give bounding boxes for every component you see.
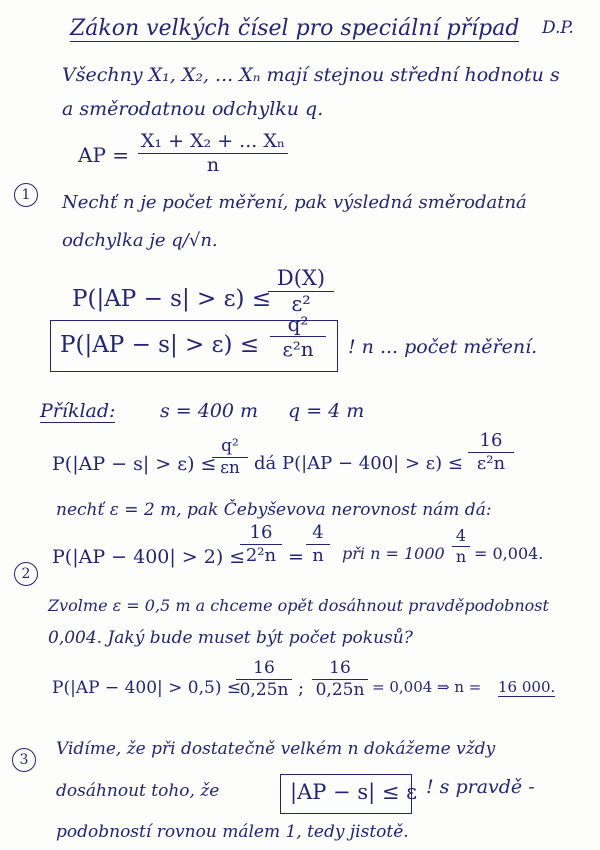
example-line-1-fraction-1 bbox=[212, 438, 248, 477]
epsilon-squared-denominator: ε² bbox=[291, 292, 311, 316]
boxed-inequality-lhs: P(|AP − s| > ε) ≤ bbox=[60, 332, 260, 358]
example-line-3-fraction-2 bbox=[306, 524, 330, 565]
example-line-1-lhs: P(|AP − s| > ε) ≤ bbox=[52, 453, 217, 475]
section-3-line-2-end: ! s pravdě - bbox=[426, 776, 535, 798]
title-tag: D.P. bbox=[542, 18, 574, 38]
example-line-3-lhs: P(|AP − 400| > 2) ≤ bbox=[52, 546, 246, 568]
example-line-3-result: = 0,004. bbox=[474, 544, 544, 563]
section-2-separator: ; bbox=[298, 678, 305, 699]
ap-denominator: n bbox=[206, 154, 220, 176]
intro-line-2: a směrodatnou odchylku q. bbox=[62, 98, 324, 120]
measurement-count-note: ! n ... počet měření. bbox=[348, 336, 538, 358]
example-line-3-fraction-3 bbox=[452, 528, 470, 565]
ap-lhs: AP = bbox=[78, 143, 130, 167]
chebyshev-inequality-lhs: P(|AP − s| > ε) ≤ bbox=[72, 286, 272, 312]
section-1-line-1: Nechť n je počet měření, pak výsledná směrodatná bbox=[62, 192, 527, 213]
section-2-line-1: Zvolme ε = 0,5 m a chceme opět dosáhnout pravděpodobnost bbox=[48, 596, 549, 615]
section-1-line-2: odchylka je q/√n. bbox=[62, 230, 218, 251]
section-2-line-2: 0,004. Jaký bude muset být počet pokusů? bbox=[48, 628, 413, 648]
example-s-value: s = 400 m bbox=[160, 400, 259, 422]
example-label: Příklad: bbox=[40, 400, 116, 422]
example-line-3-condition: při n = 1000 bbox=[342, 544, 445, 563]
section-2-marker: 2 bbox=[14, 562, 38, 586]
example-line-2: nechť ε = 2 m, pak Čebyševova nerovnost nám dá: bbox=[56, 500, 492, 520]
section-2-equation-lhs: P(|AP − 400| > 0,5) ≤ bbox=[52, 678, 242, 698]
boxed-conclusion: |AP − s| ≤ ε bbox=[290, 780, 417, 804]
section-3-line-3: podobností rovnou málem 1, tedy jistotě. bbox=[56, 822, 409, 842]
two-squared-n-denominator: 2²n bbox=[245, 545, 277, 566]
epsilon-squared-n-denominator: ε²n bbox=[282, 337, 314, 361]
n-denominator: n bbox=[312, 545, 324, 566]
four-numerator: 4 bbox=[455, 526, 467, 545]
example-line-3-equals: = bbox=[288, 546, 304, 568]
boxed-inequality-fraction bbox=[270, 314, 326, 359]
q-squared-numerator: q² bbox=[287, 312, 309, 336]
q-squared-numerator: q² bbox=[221, 436, 239, 456]
quarter-n-denominator: 0,25n bbox=[239, 680, 289, 700]
epsilon-n-denominator: εn bbox=[220, 458, 240, 478]
quarter-n-denominator: 0,25n bbox=[315, 680, 365, 700]
intro-line-1: Všechny X₁, X₂, ... Xₙ mají stejnou střední hodnotu s bbox=[62, 64, 560, 86]
section-3-line-2-start: dosáhnout toho, že bbox=[56, 781, 220, 801]
page-title: Zákon velkých čísel pro speciální případ bbox=[70, 16, 520, 41]
ap-fraction bbox=[138, 132, 288, 175]
section-3-line-1: Vidíme, že při dostatečně velkém n dokážeme vždy bbox=[56, 739, 496, 759]
example-q-value: q = 4 m bbox=[288, 400, 365, 422]
section-2-answer: 16 000. bbox=[498, 678, 556, 696]
section-2-fraction-1 bbox=[236, 660, 292, 699]
epsilon-squared-n-denominator: ε²n bbox=[476, 453, 506, 474]
section-2-fraction-2 bbox=[312, 660, 368, 699]
sixteen-numerator: 16 bbox=[249, 522, 273, 543]
example-line-3-fraction-1 bbox=[240, 524, 282, 565]
ap-numerator: X₁ + X₂ + ... Xₙ bbox=[140, 130, 286, 152]
section-2-equation-result: = 0,004 ⇒ n = bbox=[372, 678, 482, 696]
section-3-marker: 3 bbox=[12, 748, 36, 772]
four-numerator: 4 bbox=[312, 522, 324, 543]
section-1-marker: 1 bbox=[14, 183, 38, 207]
example-line-1-mid: dá P(|AP − 400| > ε) ≤ bbox=[254, 453, 463, 474]
variance-numerator: D(X) bbox=[276, 266, 326, 290]
sixteen-numerator: 16 bbox=[253, 658, 275, 678]
sixteen-numerator: 16 bbox=[479, 430, 503, 451]
example-line-1-fraction-2 bbox=[468, 432, 514, 473]
n-denominator: n bbox=[455, 547, 467, 566]
sixteen-numerator: 16 bbox=[329, 658, 351, 678]
chebyshev-inequality-fraction bbox=[268, 268, 334, 315]
